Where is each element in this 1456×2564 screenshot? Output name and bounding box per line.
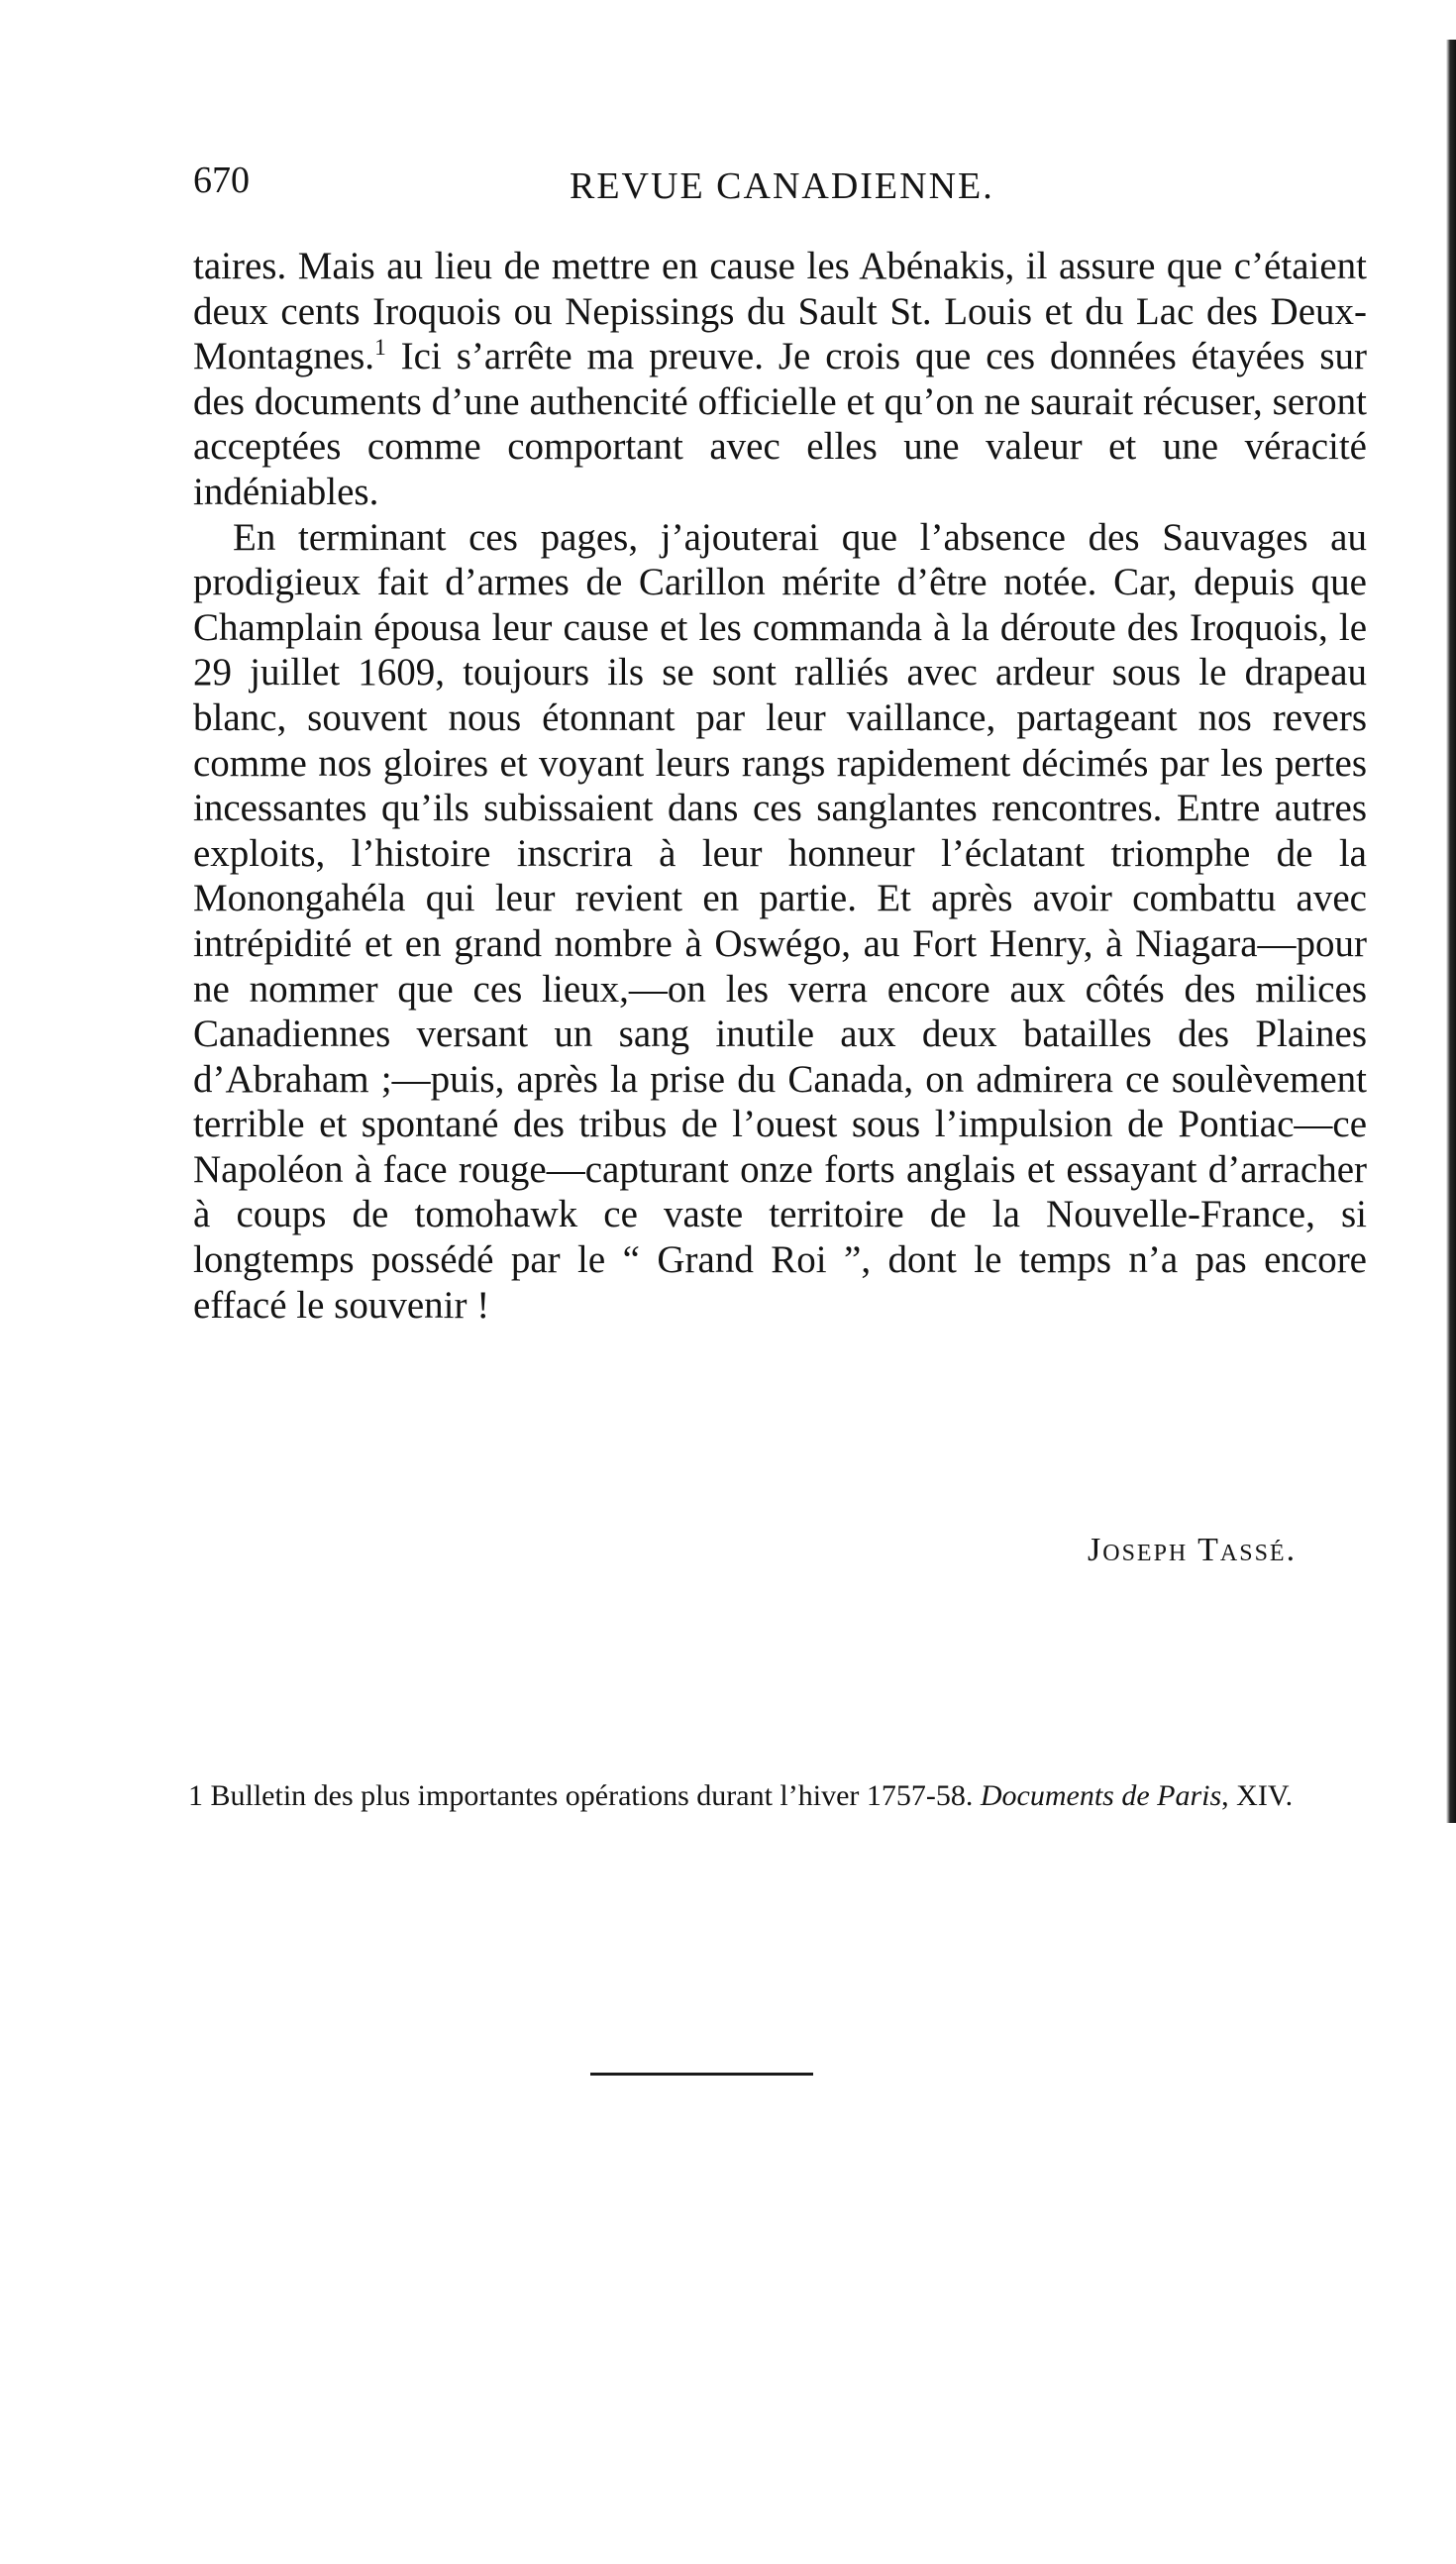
page-number: 670 — [193, 160, 250, 201]
author-signature: Joseph Tassé. — [1088, 1532, 1298, 1568]
footnote-reference: 1 — [374, 335, 386, 362]
footnote-marker: 1 — [188, 1779, 203, 1812]
running-title: REVUE CANADIENNE. — [570, 165, 994, 207]
paragraph-1-text-b: Ici s’arrête ma preuve. Je crois que ces données étayées sur des documents d’une authencité officielle et qu’on ne saurait récuser, seront acceptées comme comportant avec elles une valeur et une véracité indéniables. — [193, 335, 1367, 513]
paragraph-1-text-a: taires. Mais au lieu de mettre en cause les Abénakis, il assure que c’étaient deux cents Iroquois ou Nepissings du Sault St. Louis et du Lac des Deux-Montagnes. — [193, 245, 1367, 378]
end-rule — [590, 2073, 813, 2076]
page-header — [193, 159, 1045, 218]
footnote-text: Bulletin des plus importantes opérations durant l’hiver 1757-58. — [203, 1779, 981, 1812]
page-edge-shadow — [1446, 40, 1456, 1823]
body-text — [193, 244, 1367, 1328]
paragraph-1 — [193, 244, 1367, 515]
paragraph-2: En terminant ces pages, j’ajouterai que l’absence des Sauvages au prodigieux fait d’armes de Carillon mérite d’être notée. Car, depuis que Champlain épousa leur cause et les commanda à la déroute des Iroquois, le 29 juillet 1609, toujours ils se sont ralliés avec ardeur sous le drapeau blanc, souvent nous étonnant par leur vaillance, partageant nos revers comme nos gloires et voyant leurs rangs rapidement décimés par les pertes incessantes qu’ils subissaient dans ces sanglantes rencontres. Entre autres exploits, l’histoire inscrira à leur honneur l’éclatant triomphe de la Monongahéla qui leur revient en partie. Et après avoir combattu avec intrépidité et en grand nombre à Oswégo, au Fort Henry, à Niagara—pour ne nommer que ces lieux,—on les verra encore aux côtés des milices Canadiennes versant un sang inutile aux deux batailles des Plaines d’Abraham ;—puis, après la prise du Canada, on admirera ce soulèvement terrible et spontané des tribus de l’ouest sous l’impulsion de Pontiac—ce Napoléon à face rouge—capturant onze forts anglais et essayant d’arracher à coups de tomohawk ce vaste territoire de la Nouvelle-France, si longtemps possédé par le “ Grand Roi ”, dont le temps n’a pas encore effacé le souvenir ! — [193, 515, 1367, 1327]
footnote — [170, 1779, 1369, 1813]
footnote-source-title: Documents de Paris — [980, 1779, 1222, 1812]
footnote-source-tail: , XIV. — [1221, 1779, 1294, 1812]
